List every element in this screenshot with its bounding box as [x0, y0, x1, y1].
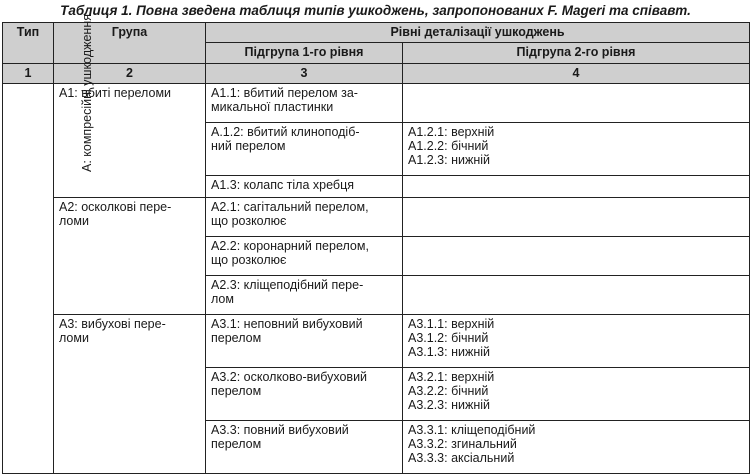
sub1-cell: А1.3: колапс тіла хребця [206, 176, 403, 198]
sub2-cell [403, 276, 750, 315]
sub2-cell [403, 84, 750, 123]
type-label: А: компресійні ушкодження [80, 14, 95, 173]
table-row [3, 84, 750, 123]
group-cell-a1: А1: вбиті переломи [54, 84, 206, 198]
sub1-cell: А3.1: неповний вибуховий перелом [206, 314, 403, 367]
sub1-cell: А3.3: повний вибуховий перелом [206, 420, 403, 473]
table-row [3, 314, 750, 367]
col-number-1: 1 [3, 63, 54, 83]
sub1-cell: А2.1: сагітальний перелом, що розколює [206, 198, 403, 237]
group-cell-a2: А2: осколкові пере- ломи [54, 198, 206, 314]
sub2-cell [403, 176, 750, 198]
sub1-cell: А1.1: вбитий перелом за- микальної пластинки [206, 84, 403, 123]
table-caption: Таблиця 1. Повна зведена таблиця типів ушкоджень, запропонованих F. Mageri та співавт. [60, 3, 691, 18]
col-number-3: 3 [206, 63, 403, 83]
sub1-cell: А3.2: осколково-вибуховий перелом [206, 367, 403, 420]
injury-types-table [2, 14, 750, 474]
header-subgroup-1: Підгрупа 1-го рівня [206, 43, 403, 63]
sub2-cell: А3.1.1: верхній А3.1.2: бічний А3.1.3: нижній [403, 314, 750, 367]
table-row [3, 198, 750, 237]
col-number-4: 4 [403, 63, 750, 83]
sub1-cell: А.1.2: вбитий клиноподіб- ний перелом [206, 122, 403, 175]
header-type: Тип [3, 23, 54, 64]
group-cell-a3: А3: вибухові пере- ломи [54, 314, 206, 473]
sub1-cell: А2.3: кліщеподібний пере- лом [206, 276, 403, 315]
sub1-cell: А2.2: коронарний перелом, що розколює [206, 237, 403, 276]
header-levels: Рівні деталізації ушкоджень [206, 23, 750, 43]
header-group: Група [54, 23, 206, 64]
sub2-cell [403, 198, 750, 237]
sub2-cell: А1.2.1: верхній А1.2.2: бічний А1.2.3: нижній [403, 122, 750, 175]
col-number-2: 2 [54, 63, 206, 83]
sub2-cell [403, 237, 750, 276]
header-subgroup-2: Підгрупа 2-го рівня [403, 43, 750, 63]
sub2-cell: А3.3.1: кліщеподібний А3.3.2: згинальний А3.3.3: аксіальний [403, 420, 750, 473]
sub2-cell: А3.2.1: верхній А3.2.2: бічний А3.2.3: нижній [403, 367, 750, 420]
